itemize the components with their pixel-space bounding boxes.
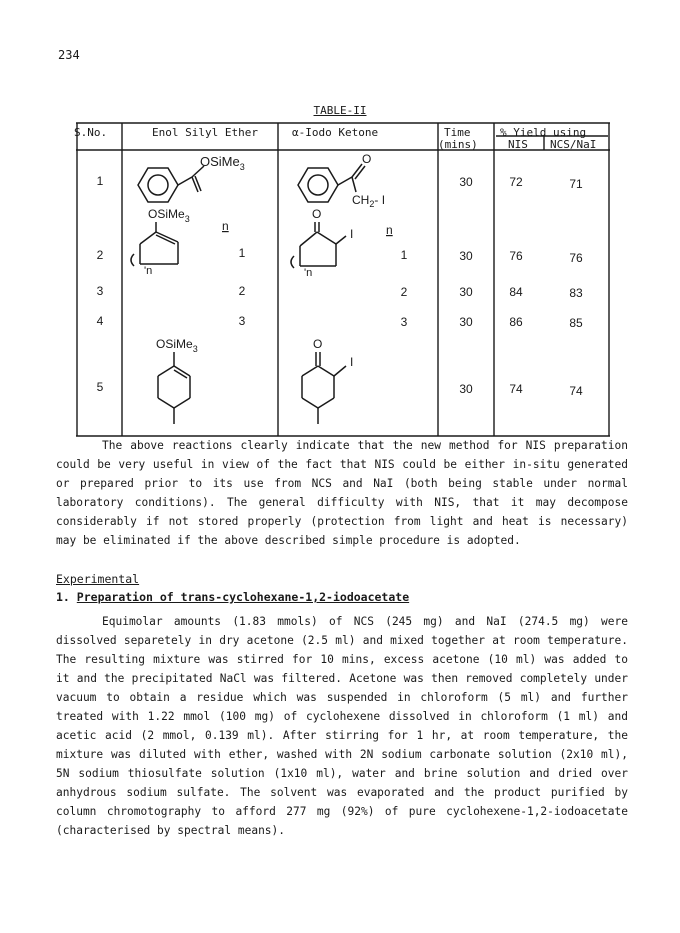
row2-ketone-n: 1 [400,248,408,262]
row1-nis: 72 [509,175,523,189]
discussion-text: The above reactions clearly indicate that the new method for NIS preparation could be very useful in view of the fact that NIS could be either in-situ generated or prepared prior to its use from NCS and NaI (both being stable under normal laboratory conditions). The general difficulty with NIS, that it may decompose considerably if not stored properly (protection from light and heat is necessary) may be eliminated if the above described simple procedure is adopted. [56,439,628,547]
results-table [76,122,610,437]
ketone2-iodo-label: I [350,227,354,241]
ketone2-oxygen-label: O [312,208,322,221]
row3-sno: 3 [96,284,104,298]
header-time-unit: (mins) [438,138,478,151]
section-heading: Experimental [56,572,140,586]
row2-ncs: 76 [569,251,583,265]
row4-ketone-n: 3 [400,315,408,329]
ketone5-iodo-label: I [350,355,354,369]
svg-text:OSiMe3 [148,207,190,224]
header-time: Time [444,126,471,139]
row2-enol-n: 1 [238,246,246,260]
osime3-label: OSiMe [200,154,240,169]
discussion-paragraph [56,436,628,550]
page-number: 234 [58,48,80,62]
enol2-ring-n-label: 'n [144,265,153,277]
enol2-n-column-label: n [222,219,229,233]
enol2-osime3-subscript: 3 [184,214,190,224]
table-title: TABLE-II [313,104,367,117]
row2-time: 30 [459,249,473,263]
header-sno: S.No. [74,126,108,139]
row3-ncs: 83 [569,286,583,300]
osime3-subscript: 3 [239,162,245,172]
svg-text:CH2- I [352,193,385,209]
header-enol-silyl-ether: Enol Silyl Ether [152,126,258,139]
row5-sno: 5 [96,380,104,394]
header-iodo-ketone: Iodo Ketone [305,126,379,139]
silyl-enol-ether-acetophenone-structure [126,152,276,212]
alpha-iodo-methylcyclohexanone-structure [298,336,408,436]
header-nis: NIS [508,138,528,151]
row1-ncs: 71 [569,177,583,191]
ketone2-ring-n-label: 'n [304,267,313,279]
silyl-enol-ether-cycloalkanone-structure [126,206,236,278]
header-alpha-symbol: α- [292,126,306,139]
row3-enol-n: 2 [238,284,246,298]
row3-nis: 84 [509,285,523,299]
svg-text:OSiMe3 [156,337,198,354]
ch2-subscript: 2 [369,199,375,209]
procedure-text: Equimolar amounts (1.83 mmols) of NCS (245 mg) and NaI (274.5 mg) were dissolved separetely in dry acetone (2.5 ml) and mixed together at room temperature. The resulting mixture was stirred for 10 mins, excess acetone (10 ml) was added to it and the precipitated NaCl was filtered. Acetone was then removed completely under vacuum to obtain a residue which was suspended in chloroform (5 ml) and further treated with 1.22 mmol (100 mg) of cyclohexene dissolved in chloroform (1 ml) and acetic acid (2 mmol, 0.139 ml). After stirring for 1 hr, at room temperature, the mixture was diluted with ether, washed with 2N sodium carbonate solution (2x10 ml), 5N sodium thiosulfate solution (1x10 ml), water and brine solution and dried over anhydrous sodium sulfate. The solvent was evaporated and the product purified by column chromotography to afford 277 mg (92%) of pure cyclohexene-1,2-iodoacetate (characterised by spectral means). [56,615,628,837]
ketone2-n-column-label: n [386,223,393,237]
alpha-iodo-cycloalkanone-structure [288,208,418,280]
row5-time: 30 [459,382,473,396]
row4-enol-n: 3 [238,314,246,328]
row3-time: 30 [459,285,473,299]
procedure-paragraph [56,612,628,840]
enol5-osime3-label: OSiMe [156,337,193,351]
row4-nis: 86 [509,315,523,329]
row5-ncs: 74 [569,384,583,398]
row1-time: 30 [459,175,473,189]
ch2-iodo-label: - I [374,193,386,207]
silyl-enol-ether-methylcyclohexanone-structure [136,332,246,436]
subsection-heading [56,590,409,604]
enol5-osime3-subscript: 3 [192,344,198,354]
row2-nis: 76 [509,249,523,263]
row2-sno: 2 [96,248,104,262]
subsection-number: 1. [56,590,70,604]
alpha-iodoacetophenone-structure [288,152,438,214]
ch2-label: CH [352,193,370,207]
row3-ketone-n: 2 [400,285,408,299]
svg-text:OSiMe3 [200,154,245,172]
row4-time: 30 [459,315,473,329]
row4-sno: 4 [96,314,104,328]
enol2-osime3-label: OSiMe [148,207,185,221]
ketone5-oxygen-label: O [313,337,323,351]
header-ncs-nai: NCS/NaI [550,138,597,151]
row1-sno: 1 [96,174,104,188]
ketone1-oxygen-label: O [362,152,372,166]
header-yield: % Yield using [500,126,587,139]
row4-ncs: 85 [569,316,583,330]
subsection-title: Preparation of trans-cyclohexane-1,2-iodoacetate [76,590,410,604]
row5-nis: 74 [509,382,523,396]
